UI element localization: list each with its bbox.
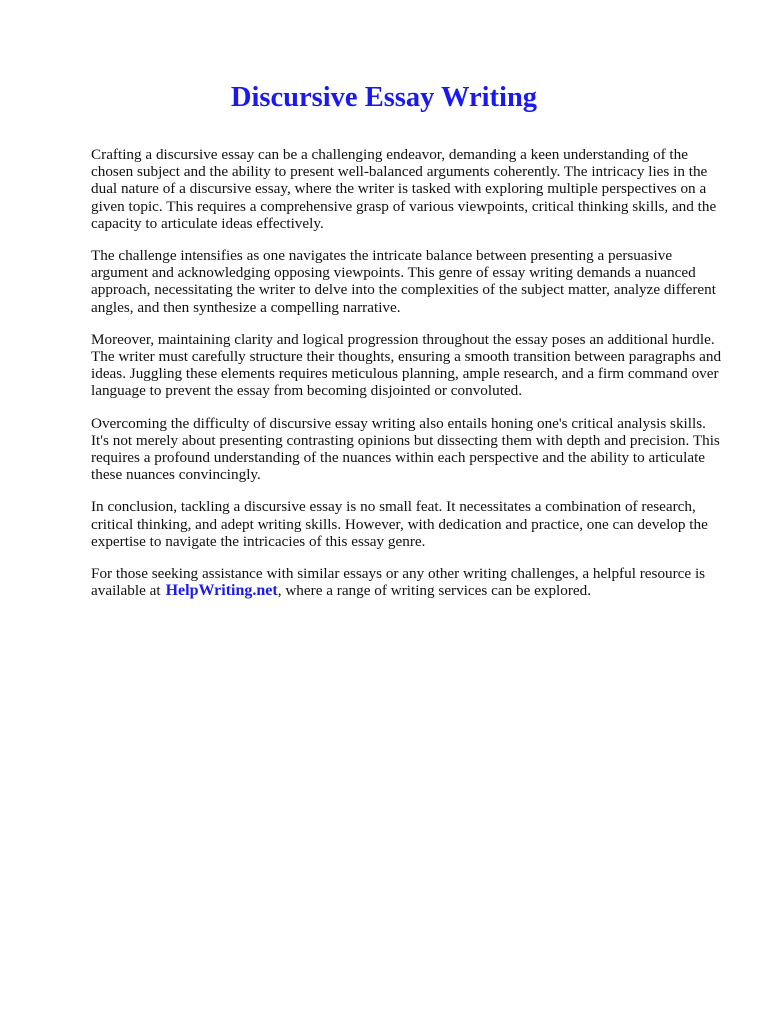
- closing-text-before-link: For those seeking assistance with similar essays or any other writing challenges, a helpful resource is available at: [91, 565, 706, 600]
- document-body: [91, 146, 723, 614]
- paragraph-3: Moreover, maintaining clarity and logical progression throughout the essay poses an additional hurdle. The writer must carefully structure their thoughts, ensuring a smooth transition between paragraphs and ideas. Juggling these elements requires meticulous planning, ample research, and a firm command over language to prevent the essay from becoming disjointed or convoluted.: [91, 330, 722, 400]
- helpwriting-link[interactable]: HelpWriting.net: [165, 582, 278, 600]
- paragraph-2: The challenge intensifies as one navigates the intricate balance between presenting a persuasive argument and acknowledging opposing viewpoints. This genre of essay writing demands a nuanced approach, necessitating the writer to delve into the complexities of the subject matter, analyze different angles, and then synthesize a compelling narrative.: [91, 247, 716, 316]
- paragraph-5: In conclusion, tackling a discursive essay is no small feat. It necessitates a combination of research, critical thinking, and adept writing skills. However, with dedication and practice, one can develop the expertise to navigate the intricacies of this essay genre.: [91, 498, 708, 550]
- closing-paragraph: [91, 565, 723, 599]
- paragraph-4: Overcoming the difficulty of discursive essay writing also entails honing one's critical analysis skills. It's not merely about presenting contrasting opinions but dissecting them with depth and precision. This requires a profound understanding of the nuances within each perspective and the ability to articulate these nuances convincingly.: [91, 414, 720, 484]
- document-title: Discursive Essay Writing: [230, 82, 538, 113]
- paragraph-1: Crafting a discursive essay can be a challenging endeavor, demanding a keen understanding of the chosen subject and the ability to present well-balanced arguments coherently. The intricacy lies in the dual nature of a discursive essay, where the writer is tasked with exploring multiple perspectives on a given topic. This requires a comprehensive grasp of various viewpoints, critical thinking skills, and the capacity to articulate ideas effectively.: [91, 146, 717, 232]
- closing-text-after-link: , where a range of writing services can be explored.: [277, 582, 592, 600]
